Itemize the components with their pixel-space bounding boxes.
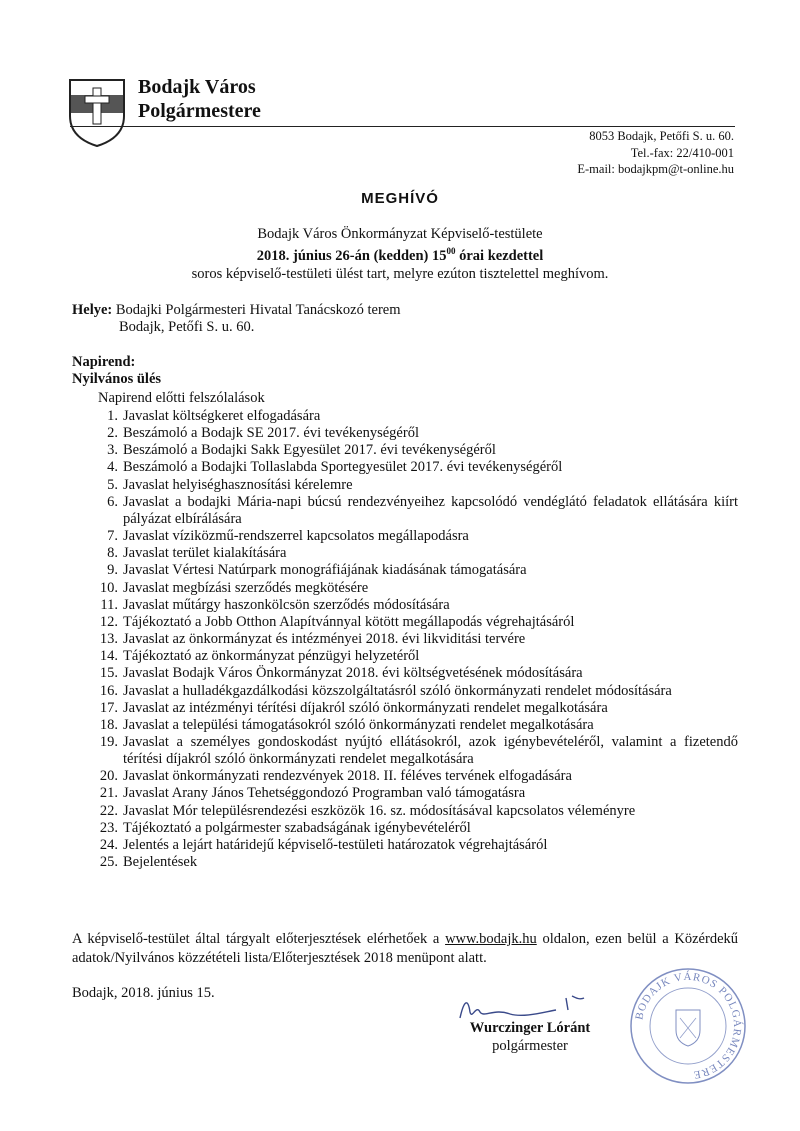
signer-role: polgármester	[492, 1038, 568, 1054]
official-stamp-icon	[628, 966, 748, 1086]
documents-note: A képviselő-testület által tárgyalt előterjesztések elérhetőek a www.bodajk.hu oldalon, ezen belül a Közérdekű adatok/Nyilvános közzétételi lista/Előterjesztések 2018 menüpont alatt.	[72, 931, 739, 966]
meeting-place	[72, 302, 401, 336]
agenda-item-number: 22.	[99, 802, 118, 819]
org-name-line2: Polgármestere	[138, 100, 261, 122]
agenda-item-number: 6.	[107, 493, 118, 510]
place-line1: Bodajki Polgármesteri Hivatal Tanácskozó terem	[112, 302, 401, 318]
agenda-item-text: Javaslat Bodajk Város Önkormányzat 2018. évi költségvetésének módosítására	[123, 665, 583, 682]
agenda-item-number: 1.	[107, 408, 118, 424]
agenda-item-number: 18.	[99, 716, 118, 733]
document-title: MEGHÍVÓ	[361, 190, 439, 207]
website-link[interactable]: www.bodajk.hu	[445, 931, 537, 947]
agenda-item-number: 19.	[99, 733, 118, 750]
agenda-item	[92, 648, 738, 665]
coat-of-arms-icon	[68, 78, 126, 148]
agenda-item-number: 3.	[107, 442, 118, 459]
agenda-item	[92, 528, 738, 545]
agenda-item	[92, 442, 738, 459]
contact-block	[577, 128, 734, 178]
header-divider	[70, 126, 735, 127]
agenda-item-text: Javaslat a települési támogatásokról szóló önkormányzati rendelet megalkotására	[123, 716, 594, 733]
intro-line3: soros képviselő-testületi ülést tart, melyre ezúton tisztelettel meghívom.	[191, 265, 609, 282]
agenda-item-text: Javaslat az önkormányzat és intézményei 2018. évi likviditási tervére	[123, 631, 526, 648]
agenda-heading: Napirend: Nyilvános ülés	[72, 354, 162, 387]
agenda-item-text: Beszámoló a Bodajk SE 2017. évi tevékenységéről	[123, 425, 419, 442]
agenda-item-number: 13.	[99, 631, 118, 648]
agenda-item-text: Javaslat önkormányzati rendezvények 2018. II. féléves tervének elfogadására	[123, 768, 572, 785]
agenda-item	[92, 631, 738, 648]
agenda-item-number: 10.	[99, 579, 118, 596]
agenda-item-number: 2.	[107, 425, 118, 442]
agenda-item-number: 15.	[99, 665, 118, 682]
svg-text:BODAJK VÁROS POLGÁRMESTERE: BODAJK VÁROS POLGÁRMESTERE	[633, 970, 744, 1081]
agenda-item	[92, 562, 738, 579]
agenda-item-number: 11.	[100, 596, 118, 613]
agenda-item-text: Javaslat Vértesi Natúrpark monográfiájának kiadásának támogatására	[123, 562, 527, 579]
agenda-item-text: Javaslat a hulladékgazdálkodási közszolgáltatásról szóló önkormányzati rendelet módosítására	[123, 682, 672, 699]
agenda-item-text: Javaslat Mór településrendezési eszközök 16. sz. módosításával kapcsolatos véleményre	[123, 802, 636, 819]
agenda-item	[92, 854, 738, 871]
agenda-item-number: 16.	[99, 682, 118, 699]
agenda-item	[92, 408, 738, 425]
agenda-item	[92, 614, 738, 631]
agenda-list	[92, 408, 738, 871]
agenda-item-number: 17.	[99, 699, 118, 716]
agenda-item-text: Jelentés a lejárt határidejű képviselő-testületi határozatok végrehajtásáról	[123, 836, 548, 853]
agenda-item	[92, 803, 738, 820]
agenda-item-number: 12.	[99, 613, 118, 630]
dateline: Bodajk, 2018. június 15.	[72, 985, 215, 1001]
agenda-item-text: Javaslat megbízási szerződés megkötésére	[123, 579, 369, 596]
agenda-item	[92, 785, 738, 802]
address: 8053 Bodajk, Petőfi S. u. 60.	[589, 129, 734, 143]
agenda-item	[92, 700, 738, 717]
agenda-item-text: Javaslat helyiséghasznosítási kérelemre	[123, 476, 353, 493]
agenda-item-text: Tájékoztató a Jobb Otthon Alapítvánnyal kötött megállapodás végrehajtásáról	[123, 613, 575, 630]
agenda-item	[92, 717, 738, 734]
agenda-item	[92, 665, 738, 682]
agenda-item	[92, 494, 738, 528]
agenda-item	[92, 580, 738, 597]
agenda-item	[92, 545, 738, 562]
agenda-item-number: 25.	[99, 854, 118, 871]
agenda-item-text: Javaslat terület kialakítására	[123, 545, 287, 562]
email: E-mail: bodajkpm@t-online.hu	[577, 162, 734, 176]
agenda-item-text: Javaslat víziközmű-rendszerrel kapcsolatos megállapodásra	[123, 528, 469, 545]
agenda-item	[92, 425, 738, 442]
agenda-item	[92, 683, 738, 700]
agenda-item-number: 5.	[107, 476, 118, 493]
agenda-item-text: Bejelentések	[123, 854, 198, 871]
agenda-item	[92, 597, 738, 614]
agenda-item	[92, 820, 738, 837]
agenda-item	[92, 459, 738, 476]
agenda-item-text: Tájékoztató az önkormányzat pénzügyi helyzetéről	[123, 648, 420, 665]
agenda-item-number: 23.	[99, 819, 118, 836]
agenda-item-number: 24.	[99, 836, 118, 853]
phone: Tel.-fax: 22/410-001	[630, 145, 734, 160]
place-label: Helye:	[72, 302, 113, 318]
org-name-line1: Bodajk Város	[138, 76, 256, 98]
agenda-item-text: Javaslat Arany János Tehetséggondozó Programban való támogatásra	[123, 785, 526, 802]
place-line2: Bodajk, Petőfi S. u. 60.	[119, 319, 255, 335]
agenda-item	[92, 837, 738, 854]
agenda-item-number: 20.	[99, 768, 118, 785]
signer-name: Wurczinger Lóránt	[469, 1020, 591, 1036]
invitation-intro	[0, 226, 800, 283]
agenda-item	[92, 734, 738, 768]
agenda-item	[92, 768, 738, 785]
agenda-item	[92, 477, 738, 494]
agenda-item-text: Javaslat a személyes gondoskodást nyújtó ellátásokról, azok igénybevételéről, valamint a fizetendő térítési díjakról szóló önkormányzati rendelet megalkotására	[123, 733, 738, 768]
agenda-item-text: Javaslat költségkeret elfogadására	[123, 408, 321, 424]
pre-agenda-item: Napirend előtti felszólalások	[98, 390, 265, 406]
agenda-item-text: Javaslat az intézményi térítési díjakról szóló önkormányzati rendelet megalkotására	[123, 699, 608, 716]
agenda-item-number: 9.	[107, 562, 118, 579]
agenda-item-number: 7.	[107, 528, 118, 545]
agenda-item-text: Tájékoztató a polgármester szabadságának igénybevételéről	[123, 819, 471, 836]
agenda-item-number: 21.	[99, 785, 118, 802]
intro-line1: Bodajk Város Önkormányzat Képviselő-testülete	[257, 226, 543, 242]
meeting-date: 2018. június 26-án (kedden) $15^{00}$ órai kezdettel	[256, 246, 544, 265]
agenda-subheading: Nyilvános ülés	[72, 371, 162, 387]
agenda-item-text: Javaslat műtárgy haszonkölcsön szerződés módosítására	[123, 596, 450, 613]
agenda-item-number: 8.	[107, 545, 118, 562]
agenda-item-text: Beszámoló a Bodajki Sakk Egyesület 2017. évi tevékenységéről	[123, 442, 496, 459]
agenda-item-text: Javaslat a bodajki Mária-napi búcsú rendezvényeihez kapcsolódó vendéglátó feladatok ellátására kiírt pályázat elbírálására	[123, 493, 738, 527]
agenda-item-number: 14.	[99, 648, 118, 665]
agenda-item-text: Beszámoló a Bodajki Tollaslabda Sportegyesület 2017. évi tevékenységéről	[123, 459, 563, 476]
agenda-item-number: 4.	[107, 459, 118, 476]
